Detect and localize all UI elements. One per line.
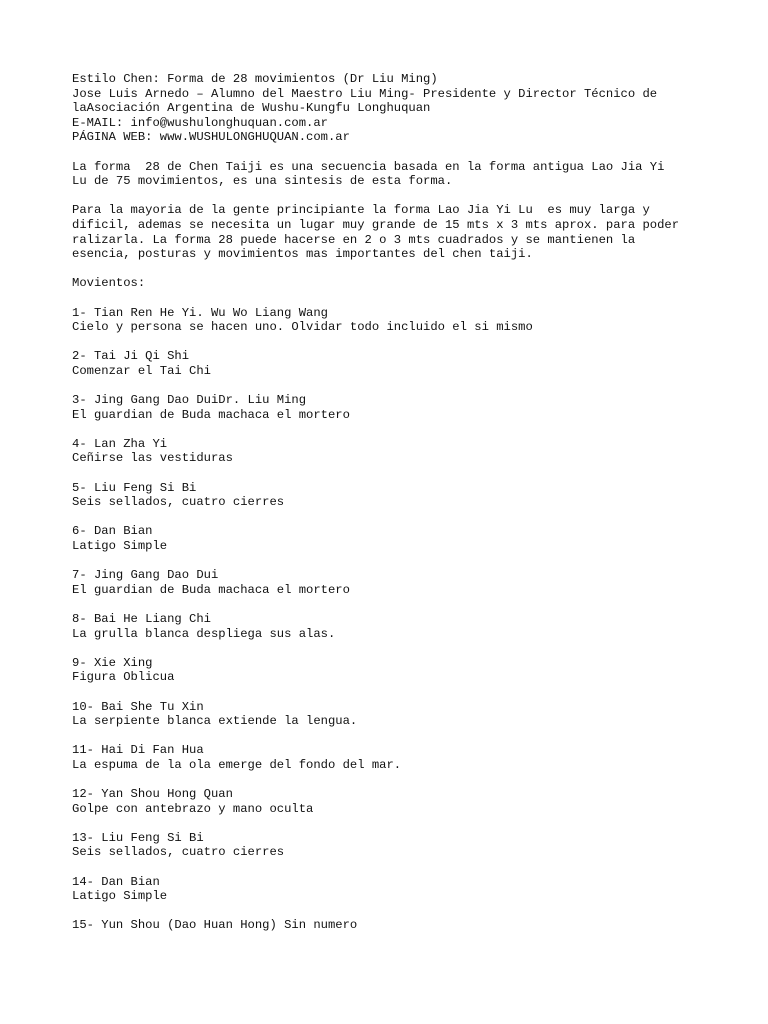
movement-item	[72, 743, 732, 772]
movement-item	[72, 393, 732, 422]
movement-item	[72, 524, 732, 553]
document-title: Estilo Chen: Forma de 28 movimientos (Dr Liu Ming)	[72, 72, 438, 86]
movement-item	[72, 437, 732, 466]
intro-paragraph-2	[72, 203, 732, 261]
movement-name: 6- Dan Bian	[72, 524, 153, 539]
movement-item	[72, 568, 732, 597]
movement-item	[72, 612, 732, 641]
movement-item	[72, 875, 732, 904]
movement-description: Golpe con antebrazo y mano oculta	[72, 801, 314, 816]
movement-description: La serpiente blanca extiende la lengua.	[72, 714, 358, 729]
movement-name: 3- Jing Gang Dao DuiDr. Liu Ming	[72, 393, 307, 408]
movement-item	[72, 918, 732, 933]
email-line: E-MAIL: info@wushulonghuquan.com.ar	[72, 115, 328, 130]
website-line: PÁGINA WEB: www.WUSHULONGHUQUAN.com.ar	[72, 130, 350, 145]
movement-description: El guardian de Buda machaca el mortero	[72, 407, 350, 422]
movement-name: 8- Bai He Liang Chi	[72, 611, 211, 626]
movement-name: 10- Bai She Tu Xin	[72, 699, 204, 714]
intro-p2-line: dificil, ademas se necesita un lugar muy grande de 15 mts x 3 mts aprox. para poder	[72, 217, 680, 232]
movement-name: 1- Tian Ren He Yi. Wu Wo Liang Wang	[72, 305, 328, 320]
movement-description: Ceñirse las vestiduras	[72, 451, 233, 466]
movement-description: La grulla blanca despliega sus alas.	[72, 626, 336, 641]
movement-item	[72, 306, 732, 335]
movement-description: Figura Oblicua	[72, 670, 175, 685]
movement-name: 7- Jing Gang Dao Dui	[72, 568, 219, 583]
movement-name: 13- Liu Feng Si Bi	[72, 830, 204, 845]
movement-name: 2- Tai Ji Qi Shi	[72, 349, 190, 364]
movement-item	[72, 787, 732, 816]
movement-name: 5- Liu Feng Si Bi	[72, 480, 197, 495]
intro-p2-line: esencia, posturas y movimientos mas importantes del chen taiji.	[72, 247, 533, 262]
movement-item	[72, 831, 732, 860]
movement-description: Seis sellados, cuatro cierres	[72, 495, 285, 510]
movement-item	[72, 349, 732, 378]
movements-heading-block	[72, 276, 732, 291]
document-header	[72, 72, 732, 145]
movement-description: La espuma de la ola emerge del fondo del mar.	[72, 757, 402, 772]
movement-name: 11- Hai Di Fan Hua	[72, 743, 204, 758]
movement-description: Cielo y persona se hacen uno. Olvidar todo incluido el si mismo	[72, 320, 533, 335]
movement-name: 12- Yan Shou Hong Quan	[72, 787, 233, 802]
movement-description: Latigo Simple	[72, 889, 168, 904]
intro-p1-line: Lu de 75 movimientos, es una sintesis de esta forma.	[72, 174, 453, 189]
movement-item	[72, 481, 732, 510]
intro-p1-line: La forma 28 de Chen Taiji es una secuencia basada en la forma antigua Lao Jia Yi	[72, 159, 665, 174]
intro-paragraph-1	[72, 160, 732, 189]
movement-description: El guardian de Buda machaca el mortero	[72, 582, 350, 597]
movement-name: 4- Lan Zha Yi	[72, 436, 168, 451]
intro-p2-line: Para la mayoria de la gente principiante la forma Lao Jia Yi Lu es muy larga y	[72, 203, 650, 218]
association-line: laAsociación Argentina de Wushu-Kungfu Longhuquan	[72, 101, 431, 116]
document-page	[72, 72, 732, 933]
movement-description: Latigo Simple	[72, 539, 168, 553]
movement-name: 9- Xie Xing	[72, 655, 153, 670]
movement-name: 15- Yun Shou (Dao Huan Hong) Sin numero	[72, 918, 358, 933]
movement-name: 14- Dan Bian	[72, 874, 160, 889]
movements-heading: Movientos:	[72, 276, 146, 291]
movement-description: Comenzar el Tai Chi	[72, 363, 211, 378]
movement-item	[72, 700, 732, 729]
movement-description: Seis sellados, cuatro cierres	[72, 845, 285, 860]
author-line: Jose Luis Arnedo – Alumno del Maestro Liu Ming- Presidente y Director Técnico de	[72, 86, 658, 101]
movement-item	[72, 656, 732, 685]
movements-list	[72, 306, 732, 934]
intro-p2-line: ralizarla. La forma 28 puede hacerse en 2 o 3 mts cuadrados y se mantienen la	[72, 232, 636, 247]
